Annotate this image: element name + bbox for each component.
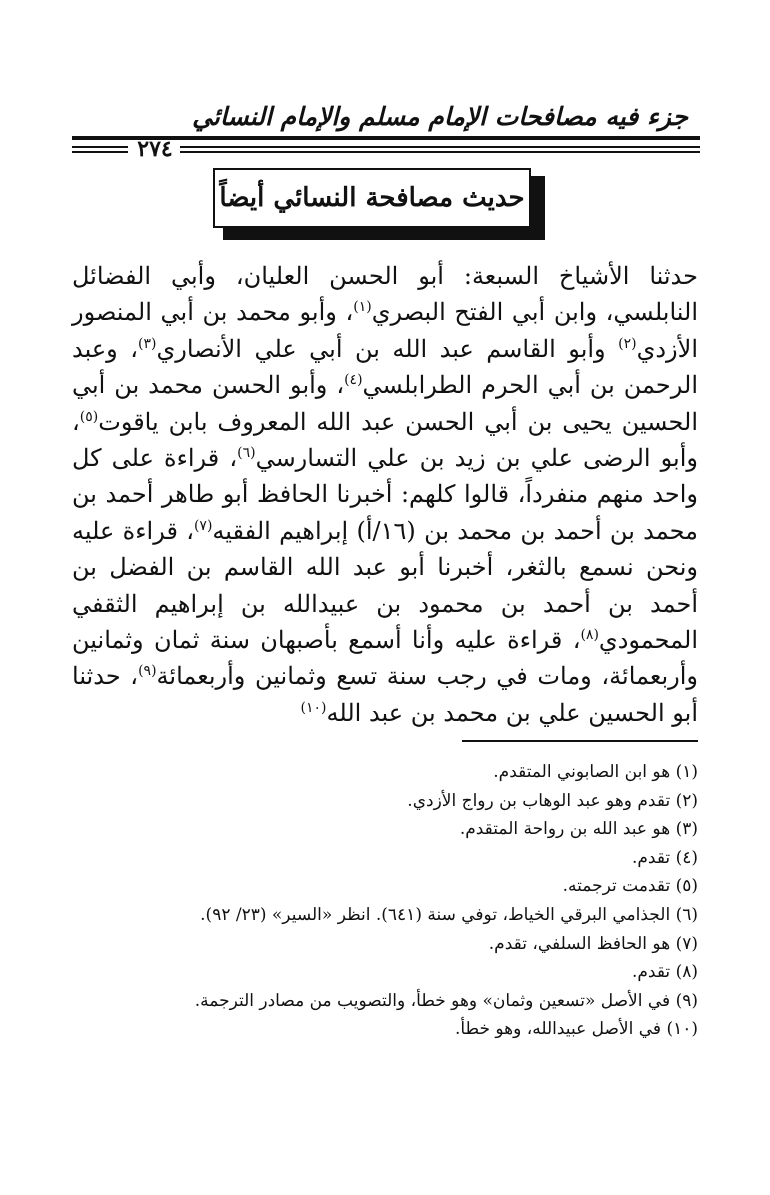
footnote: (٥) تقدمت ترجمته. [562, 876, 698, 897]
header-rule-left-lower [72, 151, 128, 153]
body-paragraph [72, 258, 698, 731]
footnotes [72, 758, 698, 1044]
footnote-ref: (٨) [580, 627, 599, 644]
page-number: ٢٧٤ [137, 136, 173, 162]
body-text-segment: ، وأبو محمد بن أبي المنصور الأزدي [72, 298, 698, 363]
body-text-segment: ، حدثنا أبو الحسين علي بن محمد بن عبد الله [72, 662, 698, 727]
footnote: (١٠) في الأصل عبيدالله، وهو خطأ. [454, 1019, 698, 1040]
footnote-separator [462, 740, 698, 742]
body-text-segment: وأبو القاسم عبد الله بن أبي علي الأنصاري [156, 334, 619, 363]
body-text-segment: ، قراءة عليه ونحن نسمع بالثغر، أخبرنا أبو عبد الله القاسم بن الفضل بن أحمد بن أحمد بن محمود بن عبيدالله بن إبراهيم الثقفي المحمودي [72, 516, 698, 655]
footnote: (٧) هو الحافظ السلفي، تقدم. [488, 933, 698, 954]
footnote-ref: (٧) [193, 517, 213, 534]
footnote: (١) هو ابن الصابوني المتقدم. [493, 762, 698, 782]
header-rule-right [180, 146, 700, 148]
body-text-segment: حدثنا الأشياخ السبعة: أبو الحسن العليان، وأبي الفضائل النابلسي، وابن أبي الفتح البصري [72, 262, 699, 327]
footnote: (٣) هو عبد الله بن رواحة المتقدم. [459, 819, 698, 840]
body-text-segment: ، قراءة عليه وأنا أسمع بأصبهان سنة ثمان وثمانين وأربعمائة، ومات في رجب سنة تسع وثمانين وأربعمائة [72, 626, 698, 691]
footnote-ref: (١) [353, 299, 372, 316]
footnote: (٩) في الأصل «تسعين وثمان» وهو خطأ، والتصويب من مصادر الترجمة. [194, 990, 698, 1011]
body-text-segment: ، قراءة على كل واحد منهم منفرداً، قالوا كلهم: أخبرنا الحافظ أبو طاهر أحمد بن محمد بن أحمد بن محمد بن (١٦/أ) إبراهيم الفقيه [72, 444, 698, 545]
section-title-box [213, 168, 531, 228]
footnote-ref: (٥) [79, 408, 99, 425]
section-title: حديث مصافحة النسائي أيضاً [219, 183, 525, 213]
header-rule-left [72, 146, 128, 148]
running-header-title: جزء فيه مصافحات الإمام مسلم والإمام النسائي [192, 102, 688, 131]
body-text-segment: ، وأبو الحسن محمد بن أبي الحسين يحيى بن أبي الحسن عبد الله المعروف بابن ياقوت [72, 371, 698, 436]
footnote-ref: (٦) [237, 445, 256, 462]
footnote-ref: (١٠) [300, 699, 327, 716]
footnote-ref: (٤) [344, 372, 363, 389]
body-text-segment: ، وعبد الرحمن بن أبي الحرم الطرابلسي [72, 334, 698, 400]
footnote: (٨) تقدم. [631, 962, 698, 983]
footnote-ref: (٣) [137, 335, 157, 352]
footnote-ref: (٢) [618, 335, 637, 352]
footnote-ref: (٩) [138, 663, 157, 680]
footnote: (٦) الجذامي البرقي الخياط، توفي سنة (٦٤١). انظر «السير» (٢٣/ ٩٢). [200, 904, 698, 925]
footnote: (٤) تقدم. [631, 847, 698, 868]
header-rule-right-lower [180, 151, 700, 153]
footnote: (٢) تقدم وهو عبد الوهاب بن رواج الأزدي. [407, 790, 698, 811]
body-text-segment: ، وأبو الرضى علي بن زيد بن علي التسارسي [72, 407, 698, 473]
